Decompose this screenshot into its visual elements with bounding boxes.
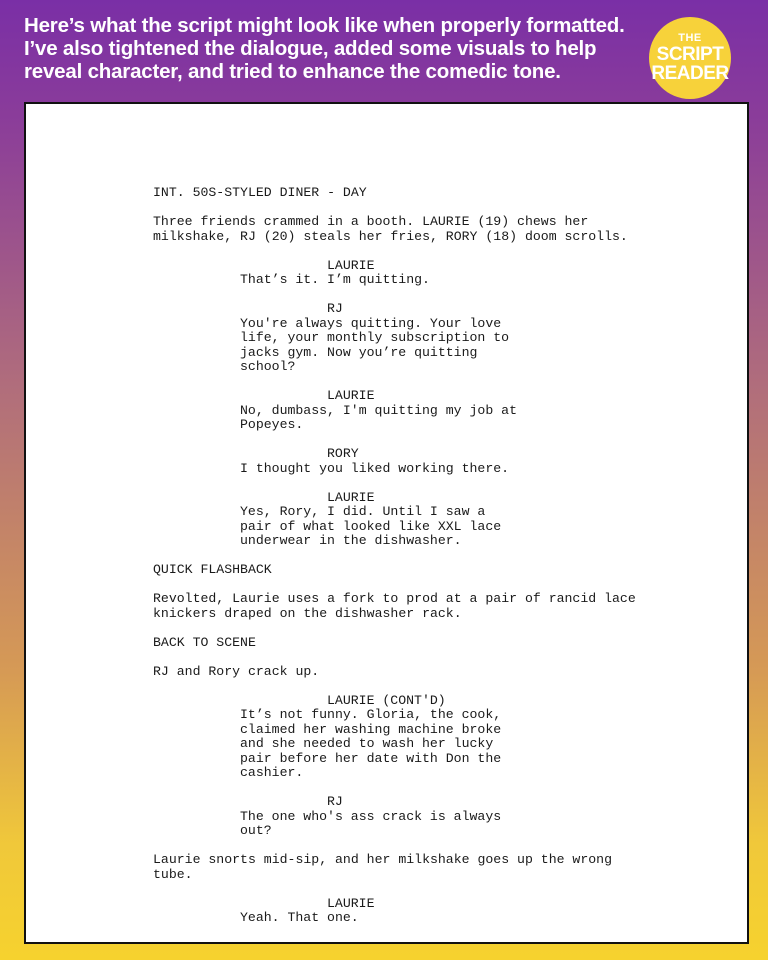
logo-line-2: SCRIPT <box>656 44 724 65</box>
screenplay <box>153 186 636 926</box>
header-line-1: Here’s what the script might look like when properly formatted. <box>24 14 625 37</box>
dialogue-line: out? <box>240 823 272 838</box>
dialogue-line: life, your monthly subscription to <box>240 330 510 345</box>
script-page <box>24 102 749 944</box>
dialogue-line: The one who's ass crack is always <box>240 808 502 824</box>
scene-heading: INT. 50S-STYLED DINER - DAY <box>153 185 367 200</box>
dialogue-line: You're always quitting. Your love <box>240 315 502 331</box>
action-line: Revolted, Laurie uses a fork to prod at a pair of rancid lace <box>153 591 636 606</box>
logo-line-1: THE <box>678 32 702 44</box>
script-reader-logo <box>649 17 731 99</box>
dialogue-line: claimed her washing machine broke <box>240 721 502 737</box>
dialogue-line: pair before her date with Don the <box>240 750 502 766</box>
dialogue-line: pair of what looked like XXL lace <box>240 518 502 534</box>
logo-line-3: READER <box>651 63 729 84</box>
action-line: RJ and Rory crack up. <box>153 663 320 679</box>
character-cue: LAURIE <box>327 489 375 505</box>
transition: QUICK FLASHBACK <box>153 562 272 577</box>
dialogue-line: school? <box>240 359 296 374</box>
header-line-2: I’ve also tightened the dialogue, added some visuals to help <box>24 37 597 60</box>
character-cue: LAURIE <box>327 257 375 273</box>
dialogue-line: That’s it. I’m quitting. <box>240 272 430 287</box>
character-cue: LAURIE <box>327 388 375 403</box>
header-line-3: reveal character, and tried to enhance the comedic tone. <box>24 60 561 83</box>
dialogue-line: jacks gym. Now you’re quitting <box>240 344 478 360</box>
dialogue-line: cashier. <box>240 765 304 780</box>
action-line: knickers draped on the dishwasher rack. <box>153 605 462 621</box>
dialogue-line: Popeyes. <box>240 417 304 432</box>
transition: BACK TO SCENE <box>153 634 256 650</box>
character-cue: RJ <box>327 794 343 809</box>
action-line: Laurie snorts mid-sip, and her milkshake goes up the wrong <box>153 852 612 867</box>
action-line: Three friends crammed in a booth. LAURIE (19) chews her <box>153 214 589 229</box>
header-text <box>24 14 644 83</box>
dialogue-line: Yeah. That one. <box>240 910 359 925</box>
dialogue-line: I thought you liked working there. <box>240 460 510 476</box>
character-cue: RORY <box>327 446 359 461</box>
dialogue-line: and she needed to wash her lucky <box>240 736 494 751</box>
dialogue-line: underwear in the dishwasher. <box>240 533 462 548</box>
character-cue: LAURIE <box>327 895 375 911</box>
dialogue-line: It’s not funny. Gloria, the cook, <box>240 707 502 722</box>
character-cue: RJ <box>327 301 343 316</box>
dialogue-line: Yes, Rory, I did. Until I saw a <box>240 504 486 519</box>
action-line: tube. <box>153 866 193 882</box>
dialogue-line: No, dumbass, I'm quitting my job at <box>240 402 517 418</box>
character-cue: LAURIE (CONT'D) <box>327 692 446 708</box>
action-line: milkshake, RJ (20) steals her fries, RORY (18) doom scrolls. <box>153 228 628 244</box>
